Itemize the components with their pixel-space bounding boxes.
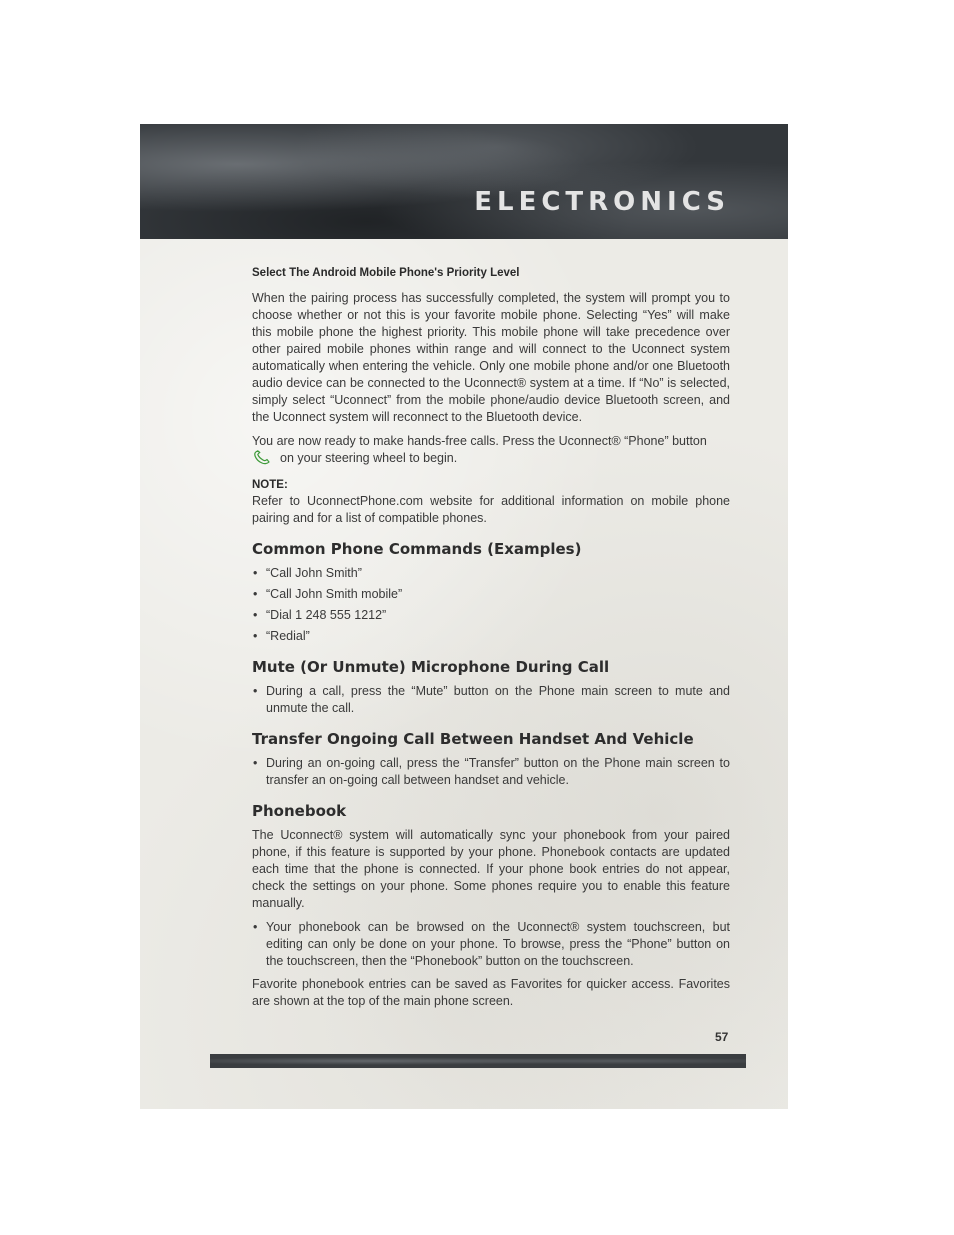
page-number: 57	[715, 1030, 729, 1044]
section-title: ELECTRONICS	[474, 187, 730, 217]
phonebook-list	[252, 919, 730, 970]
phonebook-heading: Phonebook	[252, 802, 347, 820]
page-content	[252, 266, 730, 1017]
list-item: • “Call John Smith”	[253, 566, 362, 580]
header-band	[140, 124, 788, 239]
ready-paragraph	[252, 433, 730, 471]
mute-list	[252, 683, 730, 717]
note-text: Refer to UconnectPhone.com website for additional information on mobile phone pairing and for a list of compatible phones.	[252, 494, 730, 525]
manual-page	[140, 124, 788, 1109]
list-item: • “Call John Smith mobile”	[253, 587, 403, 601]
footer-band	[210, 1054, 746, 1068]
ready-text-1: You are now ready to make hands-free calls. Press the Uconnect® “Phone” button	[252, 434, 707, 448]
phonebook-paragraph: The Uconnect® system will automatically sync your phonebook from your paired phone, if this feature is supported by your phone. Phonebook contacts are updated each time that the phone is connected. If your phone book entries do not appear, check the settings on your phone. Some phones require you to enable this feature manually.	[252, 828, 730, 910]
list-item: • “Redial”	[253, 629, 310, 643]
mute-heading: Mute (Or Unmute) Microphone During Call	[252, 658, 610, 676]
list-item: • During an on-going call, press the “Transfer” button on the Phone main screen to transfer an on-going call between handset and vehicle.	[253, 756, 730, 787]
commands-heading: Common Phone Commands (Examples)	[252, 540, 582, 558]
commands-list	[252, 565, 730, 645]
priority-paragraph: When the pairing process has successfully completed, the system will prompt you to choose whether or not this is your favorite mobile phone. Selecting “Yes” will make this mobile phone the highest priority. This mobile phone will take precedence over other paired mobile phones within range and will connect to the Uconnect system automatically when entering the vehicle. Only one mobile phone and/or one Bluetooth audio device can be connected to the Uconnect® system at a time. If “No” is selected, simply select “Uconnect” from the mobile phone/audio device Bluetooth screen, and the Uconnect system will reconnect to the Bluetooth device.	[252, 291, 730, 424]
favorites-paragraph: Favorite phonebook entries can be saved as Favorites for quicker access. Favorites are shown at the top of the main phone screen.	[252, 977, 730, 1008]
note-label: NOTE:	[252, 479, 288, 491]
phone-icon	[252, 450, 274, 471]
transfer-heading: Transfer Ongoing Call Between Handset And Vehicle	[252, 730, 694, 748]
transfer-list	[252, 755, 730, 789]
list-item: • During a call, press the “Mute” button on the Phone main screen to mute and unmute the call.	[253, 684, 730, 715]
ready-text-2: on your steering wheel to begin.	[280, 451, 458, 465]
priority-subhead: Select The Android Mobile Phone's Priority Level	[252, 267, 520, 279]
list-item: • Your phonebook can be browsed on the Uconnect® system touchscreen, but editing can only be done on your phone. To browse, press the “Phone” button on the touchscreen, then the “Phonebook” button on the touchscreen.	[253, 920, 730, 968]
list-item: • “Dial 1 248 555 1212”	[253, 608, 387, 622]
